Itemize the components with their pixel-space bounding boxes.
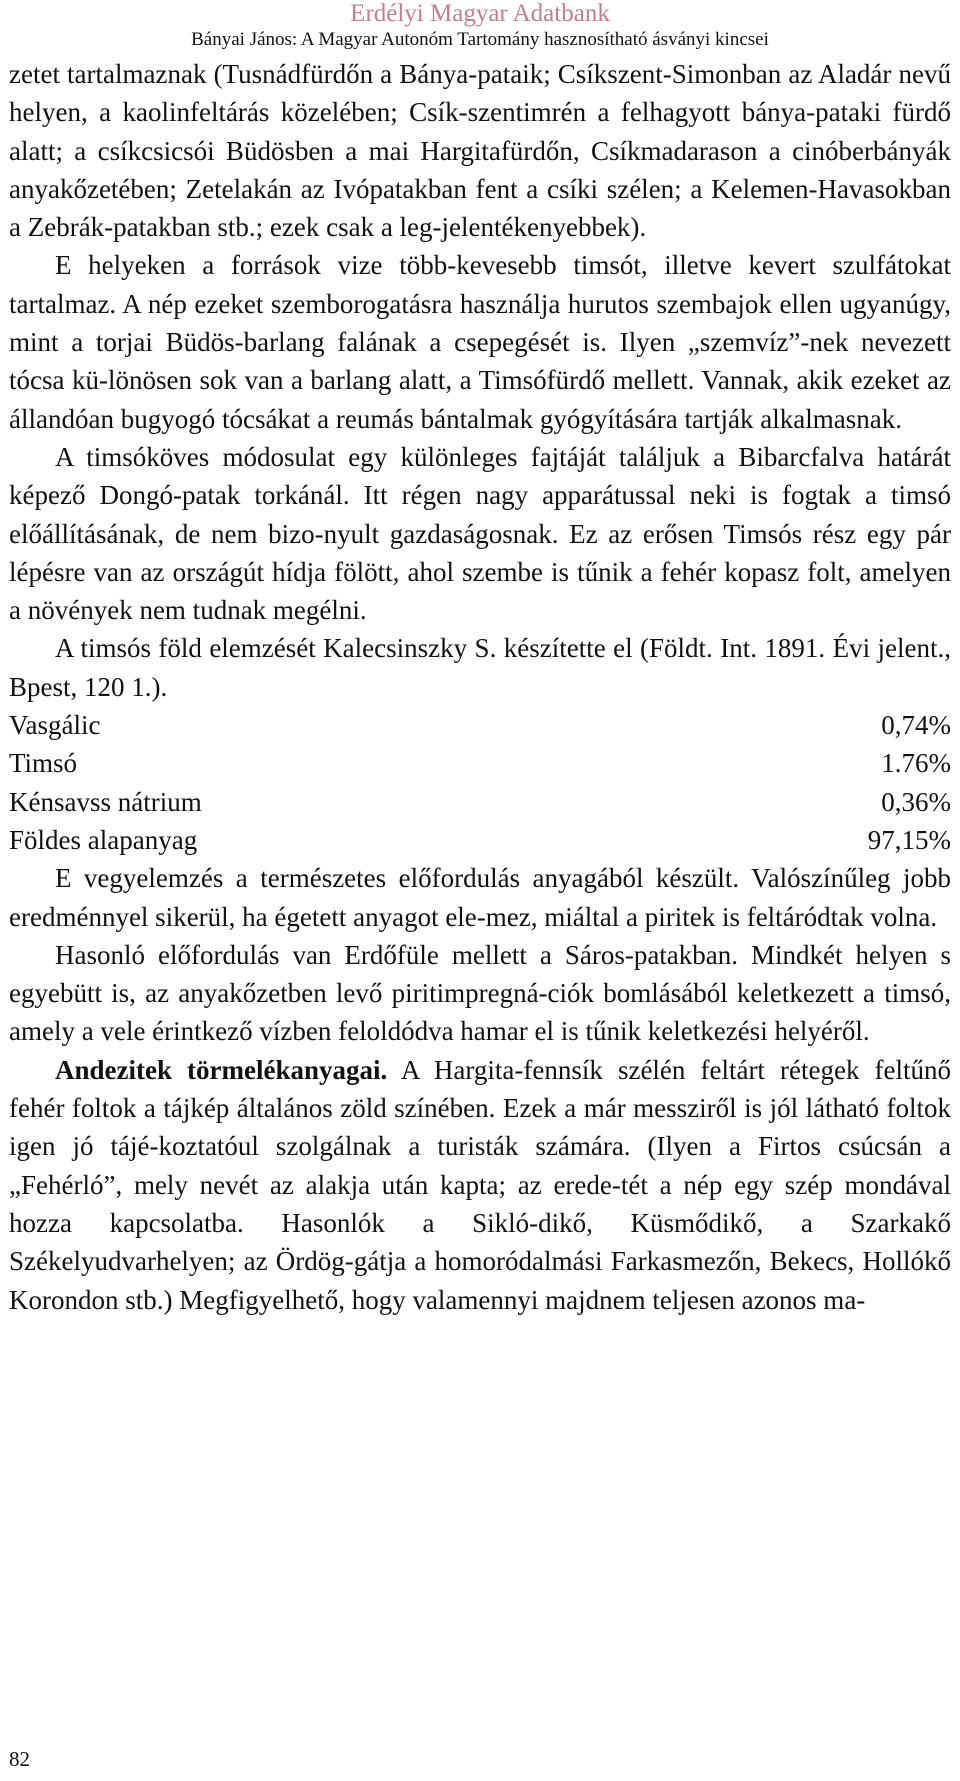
site-title: Erdélyi Magyar Adatbank (350, 0, 610, 27)
table-row (9, 783, 951, 821)
paragraph: A timsós föld elemzését Kalecsinszky S. készítette el (Földt. Int. 1891. Évi jelent., Bpest, 120 1.). (9, 633, 951, 702)
table-row (9, 744, 951, 782)
component-name: Vasgálic (9, 710, 101, 741)
paragraph: E helyeken a források vize több-kevesebb timsót, illetve kevert szulfátokat tartalmaz. A nép ezeket szemborogatásra használja hurutos szembajok ellen ugyanúgy, mint a torjai Büdös-barlang falának a csepegését is. Ilyen „szemvíz”-nek nevezett tócsa kü-lönösen sok van a barlang alatt, a Timsófürdő mellett. Vannak, akik ezeket az állandóan bugyogó tócsákat a reumás bántalmak gyógyítására tartják alkalmasnak. (9, 250, 951, 434)
paragraph: zetet tartalmaznak (Tusnádfürdőn a Bánya-pataik; Csíkszent-Simonban az Aladár nevű helyen, a kaolinfeltárás közelében; Csík-szentimrén a felhagyott bánya-pataki fürdő alatt; a csíkcsicsói Büdösben a mai Hargitafürdőn, Csíkmadarason a cinóberbányák anyakőzetében; Zetelakán az Ivópatakban fent a csíki szélen; a Kelemen-Havasokban a Zebrák-patakban stb.; ezek csak a leg-jelentékenyebbek). (9, 59, 951, 243)
analysis-table (9, 706, 951, 859)
section-paragraph (9, 1051, 951, 1319)
paragraph: E vegyelemzés a természetes előfordulás anyagából készült. Valószínűleg jobb eredménnyel sikerül, ha égetett anyagot ele-mez, miáltal a piritek is feltáródtak volna. (9, 863, 951, 932)
table-row (9, 821, 951, 859)
section-text: A Hargita-fennsík szélén feltárt rétegek feltűnő fehér foltok a tájkép általános zöld színében. Ezek a már messziről is jól látható foltok igen jó tájé-koztatóul szolgálnak a turisták számára. (Ilyen a Firtos csúcsán a „Fehérló”, mely nevét az alakja után kapta; az erede-tét a nép egy szép mondával hozza kapcsolatba. Hasonlók a Sikló-dikő, Küsmődikő, a Szarkakő Székelyudvarhelyen; az Ördög-gátja a homoródalmási Farkasmezőn, Bekecs, Hollókő Korondon stb.) Megfigyelhető, hogy valamennyi majdnem teljesen azonos ma- (9, 1054, 951, 1315)
component-name: Földes alapanyag (9, 824, 198, 855)
section-heading: Andezitek törmelékanyagai. (55, 1054, 388, 1085)
component-name: Kénsavss nátrium (9, 786, 202, 817)
component-value: 0,36% (881, 786, 951, 817)
component-value: 97,15% (867, 824, 951, 855)
body-text (9, 55, 951, 1319)
table-row (9, 706, 951, 744)
component-name: Timsó (9, 748, 78, 779)
paragraph: A timsóköves módosulat egy különleges fajtáját találjuk a Bibarcfalva határát képező Dongó-patak torkánál. Itt régen nagy apparátussal neki is fogtak a timsó előállításának, de nem bizo-nyult gazdaságosnak. Ez az erősen Timsós rész egy pár lépésre van az országút hídja fölött, ahol szembe is tűnik a fehér kopasz folt, amelyen a növények nem tudnak megélni. (9, 441, 951, 626)
component-value: 1.76% (881, 748, 951, 779)
page-number: 82 (9, 1747, 30, 1771)
running-header: Bányai János: A Magyar Autonóm Tartomány hasznosítható ásványi kincsei (191, 29, 769, 50)
paragraph: Hasonló előfordulás van Erdőfüle mellett a Sáros-patakban. Mindkét helyen s egyebütt is, az anyakőzetben levő piritimpregná-ciók bomlásából keletkezett a timsó, amely a vele érintkező vízben feloldódva hamar el is tűnik keletkezési helyéről. (9, 939, 951, 1047)
component-value: 0,74% (881, 710, 951, 741)
